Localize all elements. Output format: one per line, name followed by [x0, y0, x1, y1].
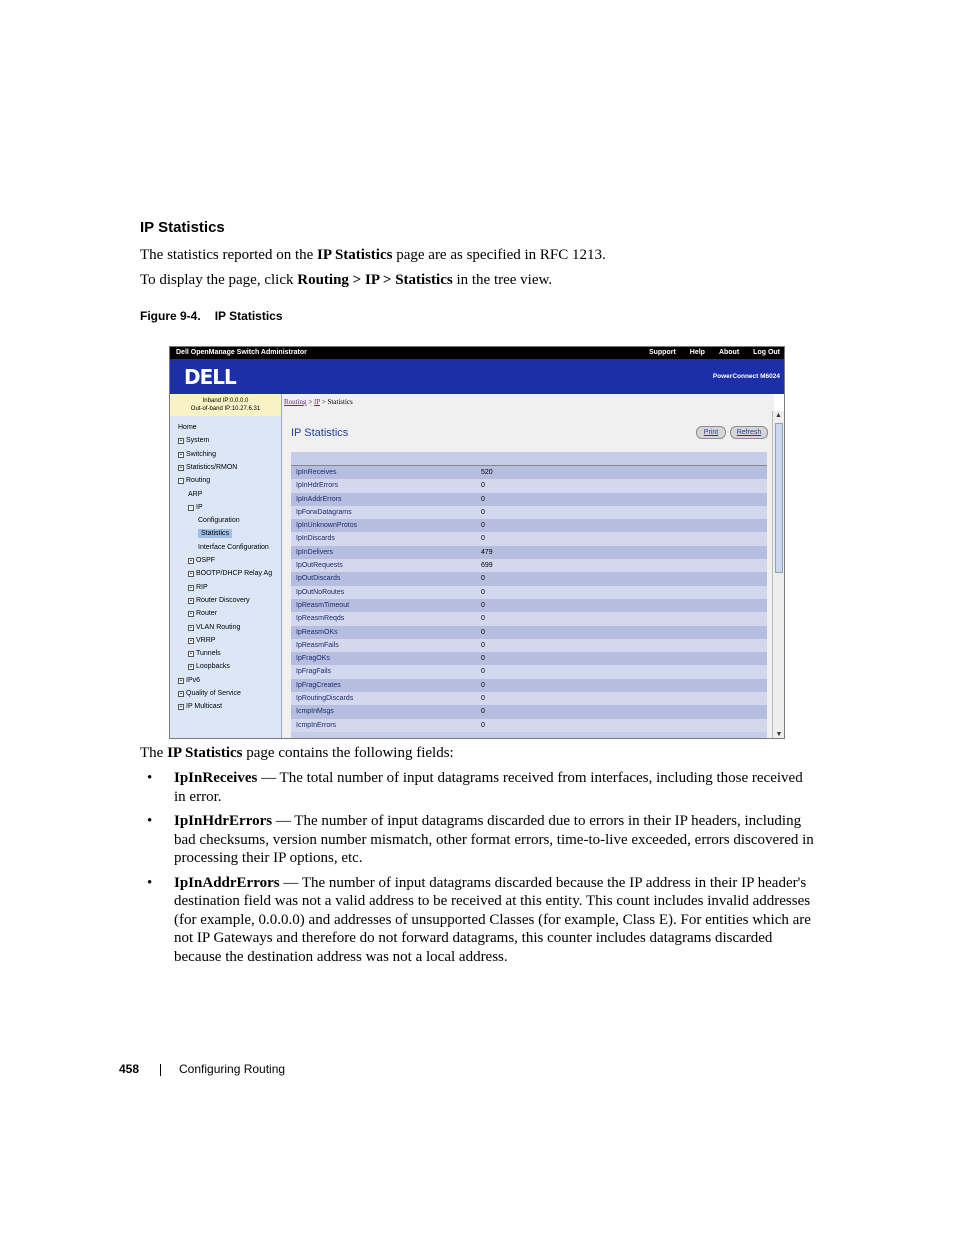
- footer-divider: [160, 1064, 161, 1076]
- tree-item-label: Tunnels: [196, 650, 221, 658]
- tree-item[interactable]: [178, 476, 210, 485]
- table-row: [291, 599, 767, 612]
- stat-value: 0: [481, 681, 485, 689]
- tree-item-label: ARP: [188, 490, 203, 498]
- print-button[interactable]: Print: [696, 426, 726, 439]
- stat-name: IcmpInMsgs: [296, 708, 334, 716]
- tree-item-label: Router: [196, 610, 218, 618]
- section-title: IP Statistics: [140, 219, 225, 236]
- model-name: PowerConnect M6024: [712, 373, 780, 380]
- stat-value: 0: [481, 668, 485, 676]
- tree-item[interactable]: [188, 596, 250, 605]
- stat-name: IpFragOKs: [296, 655, 330, 663]
- stat-name: IpInReceives: [296, 469, 337, 476]
- stat-value: 0: [481, 708, 485, 716]
- table-row: [291, 506, 767, 519]
- field-item: • IpInReceives — The total number of input datagrams received from interfaces, including those received in error.: [147, 769, 817, 806]
- stat-name: IpOutDiscards: [296, 575, 341, 583]
- tree-item[interactable]: [188, 583, 208, 592]
- expand-icon[interactable]: +: [189, 651, 193, 658]
- tree-item[interactable]: [188, 569, 272, 578]
- top-links: [649, 347, 780, 359]
- tree-item[interactable]: [188, 490, 202, 499]
- tree-item-label: Statistics: [201, 530, 230, 538]
- expand-icon[interactable]: +: [179, 464, 183, 471]
- expand-icon[interactable]: +: [189, 664, 193, 671]
- about-link[interactable]: About: [718, 349, 740, 356]
- stat-name: IpReasmOKs: [296, 628, 338, 636]
- table-row: [291, 572, 767, 585]
- expand-icon[interactable]: +: [189, 611, 193, 618]
- stat-name: IpInDelivers: [296, 548, 333, 556]
- tree-item-label: Loopbacks: [196, 663, 230, 671]
- stat-value: 0: [481, 615, 485, 623]
- stat-value: 0: [481, 522, 485, 530]
- stat-value: 0: [481, 695, 485, 703]
- app-title: Dell OpenManage Switch Administrator: [176, 349, 307, 356]
- page-number: 458: [119, 1062, 140, 1076]
- stat-value: 0: [481, 588, 485, 596]
- tree-item[interactable]: [188, 636, 215, 645]
- tree-item[interactable]: [178, 436, 209, 445]
- field-list: [147, 769, 817, 972]
- support-link[interactable]: Support: [648, 349, 676, 356]
- scroll-down-icon[interactable]: ▼: [775, 731, 783, 738]
- tree-item[interactable]: [178, 423, 197, 432]
- table-row: [291, 586, 767, 599]
- table-row: [291, 493, 767, 506]
- table-row: [291, 705, 767, 718]
- tree-item-label: Routing: [186, 477, 211, 485]
- tree-item[interactable]: [178, 702, 222, 711]
- tree-item-label: OSPF: [196, 557, 216, 564]
- stat-value: 0: [481, 575, 485, 583]
- table-row: [291, 612, 767, 625]
- stat-name: IpReasmFails: [296, 641, 339, 649]
- tree-item[interactable]: [178, 450, 216, 459]
- stats-table: [291, 466, 767, 732]
- tree-item[interactable]: [188, 556, 215, 565]
- breadcrumb-routing[interactable]: Routing: [284, 398, 307, 406]
- stat-name: IpFragCreates: [296, 681, 341, 689]
- fields-intro: The IP Statistics page contains the following fields:: [140, 745, 454, 761]
- expand-icon[interactable]: +: [179, 438, 183, 445]
- stat-value: 520: [481, 469, 493, 476]
- stat-name: IpInUnknownProtos: [296, 522, 358, 530]
- breadcrumb-statistics: Statistics: [327, 398, 353, 406]
- screenshot-frame: [169, 346, 785, 739]
- tree-item-label: Router Discovery: [196, 596, 250, 604]
- stat-name: IpOutRequests: [296, 562, 343, 570]
- tree-item-label: RIP: [196, 583, 208, 591]
- tree-item[interactable]: [198, 516, 240, 525]
- stat-value: 699: [481, 562, 493, 570]
- oob-ip: Out-of-band IP:10.27.6.31: [190, 406, 261, 412]
- tree-item-label: Quality of Service: [186, 690, 241, 697]
- table-row: [291, 466, 767, 479]
- stat-name: IpOutNoRoutes: [296, 588, 345, 596]
- tree-item-label: System: [186, 437, 210, 445]
- field-item: • IpInAddrErrors — The number of input datagrams discarded because the IP address in their IP header's destination field was not a valid address to be received at this entity. This count includes invalid addresses (for example, 0.0.0.0) and addresses of unsupported Classes (for example, Class E). For entities which are not IP Gateways and therefore do not forward datagrams, this counter includes datagrams discarded because the destination address was not a local address.: [147, 874, 817, 967]
- tree-item-label: Configuration: [198, 517, 240, 525]
- stat-value: 0: [481, 721, 485, 729]
- tree-item[interactable]: [188, 503, 203, 512]
- stat-name: IpInDiscards: [296, 535, 335, 543]
- tree-item-label: Home: [178, 424, 197, 431]
- inband-ip: Inband IP:0.0.0.0: [202, 398, 249, 404]
- tree-item[interactable]: [198, 543, 269, 552]
- vertical-scrollbar[interactable]: [772, 411, 784, 739]
- table-row: [291, 479, 767, 492]
- tree-item[interactable]: [188, 623, 240, 632]
- refresh-button[interactable]: Refresh: [730, 426, 768, 439]
- tree-item-label: Interface Configuration: [198, 543, 269, 551]
- stat-name: IpReasmTimeout: [296, 601, 350, 609]
- stat-name: IcmpInErrors: [296, 721, 337, 729]
- stat-name: IpReasmReqds: [296, 615, 345, 623]
- table-row: [291, 665, 767, 678]
- content-area: [282, 394, 774, 739]
- expand-icon[interactable]: +: [189, 597, 193, 604]
- tree-item[interactable]: [188, 662, 230, 671]
- logout-link[interactable]: Log Out: [753, 349, 780, 356]
- stat-name: IpRoutingDiscards: [296, 695, 354, 703]
- tree-item-label: VRRP: [196, 636, 216, 644]
- scroll-thumb[interactable]: [775, 423, 783, 573]
- tree-item-label: IPv6: [186, 676, 201, 684]
- stat-name: IpForwDatagrams: [296, 508, 352, 516]
- tree-item-label: Switching: [186, 450, 216, 458]
- tree-item[interactable]: [178, 676, 200, 685]
- table-row: [291, 639, 767, 652]
- stats-header: [291, 452, 767, 466]
- dell-logo: DELL: [184, 365, 236, 389]
- banner: [170, 359, 785, 394]
- expand-icon[interactable]: +: [179, 704, 183, 711]
- table-row: [291, 546, 767, 559]
- stats-panel: [291, 452, 767, 739]
- breadcrumb-sep: >: [319, 398, 328, 406]
- expand-icon[interactable]: +: [189, 584, 193, 591]
- expand-icon[interactable]: +: [189, 624, 193, 631]
- breadcrumb-ip[interactable]: IP: [314, 398, 320, 406]
- ip-info: [170, 394, 281, 416]
- tree-item-label: IP Multicast: [186, 703, 223, 711]
- expand-icon[interactable]: +: [179, 677, 183, 684]
- table-row: [291, 559, 767, 572]
- breadcrumb-sep: >: [306, 398, 315, 406]
- sidebar: [170, 394, 282, 739]
- expand-icon[interactable]: +: [179, 451, 183, 458]
- stat-value: 0: [481, 535, 485, 543]
- tree-item-label: VLAN Routing: [196, 623, 241, 631]
- stat-name: IpInAddrErrors: [296, 495, 342, 503]
- tree-item[interactable]: [188, 649, 221, 658]
- expand-icon[interactable]: +: [189, 558, 193, 564]
- stat-name: IpInHdrErrors: [296, 482, 339, 490]
- collapse-icon[interactable]: -: [188, 505, 194, 511]
- scroll-up-icon[interactable]: ▲: [775, 412, 782, 419]
- intro-line-1: The statistics reported on the IP Statistics page are as specified in RFC 1213.: [140, 247, 606, 263]
- intro-line-2: To display the page, click Routing > IP > Statistics in the tree view.: [140, 272, 553, 288]
- table-row: [291, 652, 767, 665]
- tree-item-label: BOOTP/DHCP Relay Ag: [196, 570, 273, 578]
- figure-caption: Figure 9-4. IP Statistics: [140, 309, 283, 323]
- stat-value: 0: [481, 601, 485, 609]
- stat-value: 0: [481, 628, 485, 636]
- stat-value: 0: [481, 495, 485, 503]
- breadcrumb: [284, 398, 353, 406]
- stat-value: 0: [481, 641, 485, 649]
- collapse-icon[interactable]: -: [178, 478, 184, 484]
- table-row: [291, 519, 767, 532]
- table-row: [291, 679, 767, 692]
- expand-icon[interactable]: +: [189, 637, 193, 644]
- table-row: [291, 626, 767, 639]
- stat-value: 0: [481, 482, 485, 490]
- field-item: • IpInHdrErrors — The number of input datagrams discarded due to errors in their IP headers, including bad checksums, version number mismatch, other format errors, time-to-live exceeded, errors discovered in processing their IP options, etc.: [147, 812, 817, 868]
- tree-item-label: Statistics/RMON: [186, 463, 238, 471]
- stat-value: 0: [481, 655, 485, 663]
- expand-icon[interactable]: +: [189, 571, 193, 578]
- tree-item-label: IP: [196, 503, 203, 511]
- tree-item[interactable]: [188, 609, 217, 618]
- tree-item[interactable]: [198, 529, 232, 538]
- help-link[interactable]: Help: [689, 349, 705, 356]
- table-row: [291, 692, 767, 705]
- stat-value: 0: [481, 508, 485, 516]
- page-footer: [119, 1062, 286, 1076]
- footer-section: Configuring Routing: [179, 1062, 286, 1076]
- tree-item[interactable]: [178, 463, 237, 472]
- stat-name: IpFragFails: [296, 668, 332, 676]
- expand-icon[interactable]: +: [179, 691, 183, 697]
- app-topbar: [170, 347, 785, 359]
- table-row: [291, 532, 767, 545]
- stat-value: 479: [481, 548, 493, 556]
- tree-item[interactable]: [178, 689, 241, 698]
- table-row: [291, 719, 767, 732]
- page-title: IP Statistics: [291, 427, 349, 439]
